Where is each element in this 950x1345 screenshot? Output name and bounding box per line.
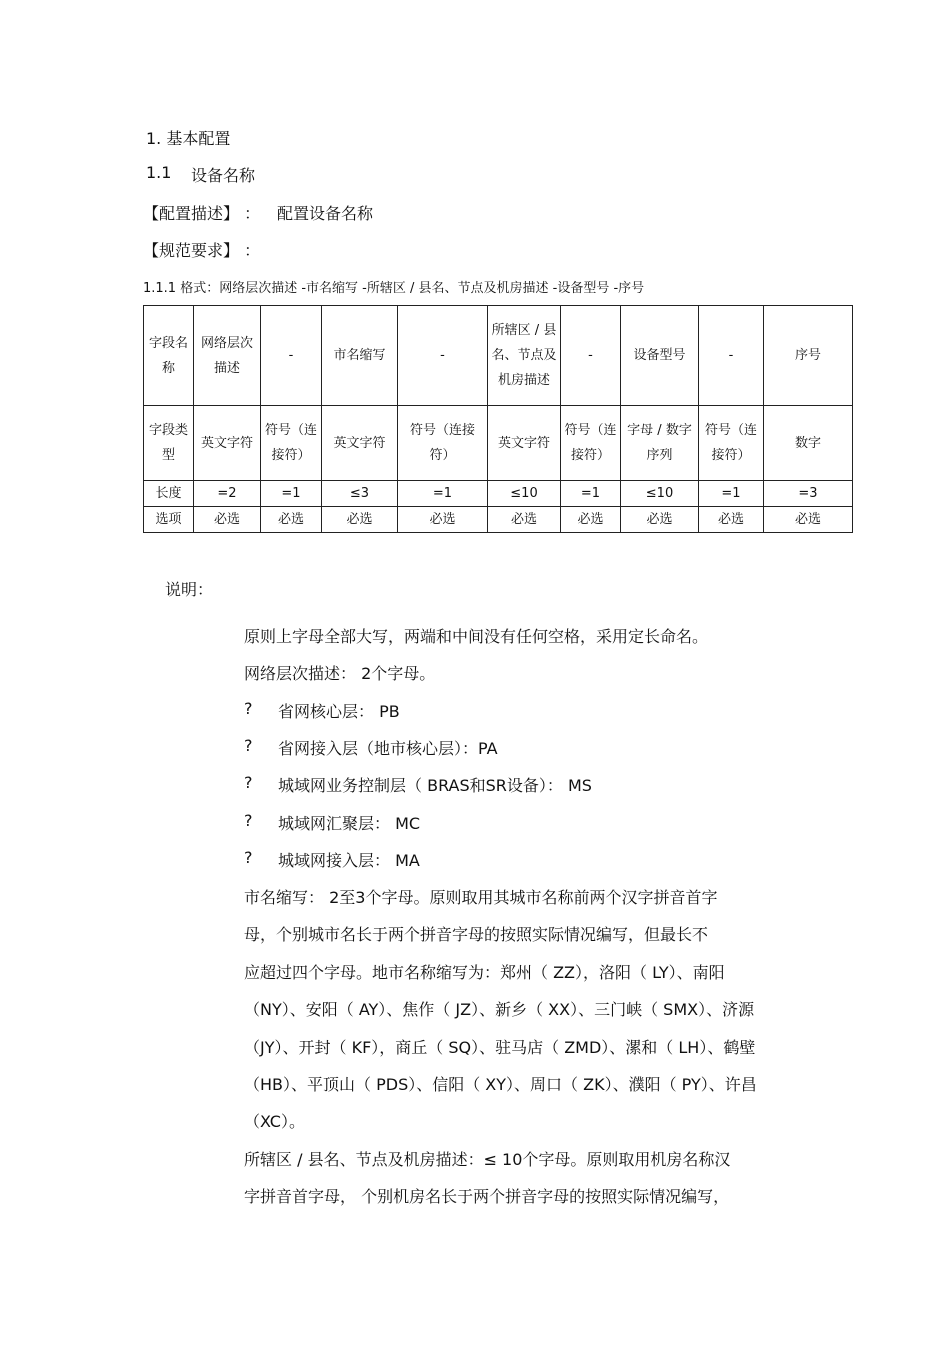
table-cell: 网络层次描述: [194, 306, 261, 406]
table-cell: 必选: [322, 507, 398, 533]
table-cell: =3: [764, 481, 853, 507]
table-cell: 英文字符: [194, 406, 261, 481]
heading-2-title: 设备名称: [191, 166, 256, 185]
table-cell: 选项: [144, 507, 194, 533]
city-paragraph-line: （XC）。: [244, 1112, 305, 1131]
room-paragraph-line: 字拼音首字母， 个别机房名长于两个拼音字母的按照实际情况编写，: [244, 1187, 730, 1206]
table-cell: =1: [261, 481, 322, 507]
config-desc-label: 【配置描述】 ：: [143, 204, 261, 223]
table-cell: =2: [194, 481, 261, 507]
table-cell: 序号: [764, 306, 853, 406]
table-cell: 必选: [398, 507, 488, 533]
table-cell: =1: [699, 481, 764, 507]
city-paragraph-line: （NY）、安阳（ AY）、焦作（ JZ）、新乡（ XX）、三门峡（ SMX）、济源: [244, 1000, 755, 1019]
city-paragraph-line: 市名缩写： 2至3个字母。原则取用其城市名称前两个汉字拼音首字: [244, 888, 718, 907]
layer-item: 城域网业务控制层（ BRAS和SR设备）： MS: [278, 776, 592, 795]
table-cell: ≤10: [488, 481, 561, 507]
table-cell: -: [699, 306, 764, 406]
table-cell: 必选: [699, 507, 764, 533]
table-cell: =1: [561, 481, 621, 507]
table-cell: 数字: [764, 406, 853, 481]
bullet-marker: ?: [244, 699, 253, 718]
table-cell: 必选: [488, 507, 561, 533]
config-desc-value: 配置设备名称: [277, 204, 374, 223]
table-cell: 长度: [144, 481, 194, 507]
table-cell: 英文字符: [488, 406, 561, 481]
heading-2-number: 1.1: [146, 163, 172, 182]
table-cell: ≤3: [322, 481, 398, 507]
table-cell: 字段类型: [144, 406, 194, 481]
layer-item: 省网接入层（地市核心层）：PA: [278, 739, 498, 758]
table-cell: -: [398, 306, 488, 406]
table-cell: 必选: [261, 507, 322, 533]
table-cell: 设备型号: [621, 306, 699, 406]
layer-item: 城域网接入层： MA: [278, 851, 420, 870]
room-paragraph-line: 所辖区 / 县名、节点及机房描述：≤ 10个字母。原则取用机房名称汉: [244, 1150, 731, 1169]
table-row-field-type: [144, 406, 853, 481]
layer-item: 省网核心层： PB: [278, 702, 400, 721]
table-cell: 必选: [194, 507, 261, 533]
format-line: 1.1.1 格式：网络层次描述 -市名缩写 -所辖区 / 县名、节点及机房描述 -设备型号 -序号: [143, 281, 645, 296]
city-paragraph-line: （HB）、平顶山（ PDS）、信阳（ XY）、周口（ ZK）、濮阳（ PY）、许昌: [244, 1075, 757, 1094]
table-cell: -: [261, 306, 322, 406]
table-cell: 必选: [621, 507, 699, 533]
table-cell: ≤10: [621, 481, 699, 507]
table-cell: =1: [398, 481, 488, 507]
layer-item: 城域网汇聚层： MC: [278, 814, 421, 833]
bullet-marker: ?: [244, 736, 253, 755]
table-cell: 符号（连接符）: [261, 406, 322, 481]
bullet-marker: ?: [244, 773, 253, 792]
heading-1: 1. 基本配置: [146, 129, 231, 148]
layer-desc: 网络层次描述： 2个字母。: [244, 664, 436, 683]
city-paragraph-line: 应超过四个字母。地市名称缩写为：郑州（ ZZ），洛阳（ LY）、南阳: [244, 963, 725, 982]
table-cell: 字母 / 数字序列: [621, 406, 699, 481]
table-cell: 符号（连接符）: [699, 406, 764, 481]
table-cell: -: [561, 306, 621, 406]
table-cell: 必选: [561, 507, 621, 533]
table-cell: 必选: [764, 507, 853, 533]
spec-req-label: 【规范要求】 ：: [143, 241, 261, 260]
bullet-marker: ?: [244, 848, 253, 867]
field-spec-table: [143, 305, 853, 533]
notes-intro: 原则上字母全部大写，两端和中间没有任何空格，采用定长命名。: [244, 627, 709, 646]
city-paragraph-line: 母，个别城市名长于两个拼音字母的按照实际情况编写，但最长不: [244, 925, 709, 944]
table-row-option: [144, 507, 853, 533]
table-row-length: [144, 481, 853, 507]
bullet-marker: ?: [244, 811, 253, 830]
table-cell: 英文字符: [322, 406, 398, 481]
table-cell: 市名缩写: [322, 306, 398, 406]
city-paragraph-line: （JY）、开封（ KF），商丘（ SQ）、驻马店（ ZMD）、漯和（ LH）、鹤壁: [244, 1038, 756, 1057]
table-cell: 符号（连接符）: [561, 406, 621, 481]
table-cell: 所辖区 / 县名、节点及机房描述: [488, 306, 561, 406]
notes-title: 说明：: [165, 580, 214, 599]
table-cell: 字段名称: [144, 306, 194, 406]
table-row-field-name: [144, 306, 853, 406]
table-cell: 符号（连接符）: [398, 406, 488, 481]
